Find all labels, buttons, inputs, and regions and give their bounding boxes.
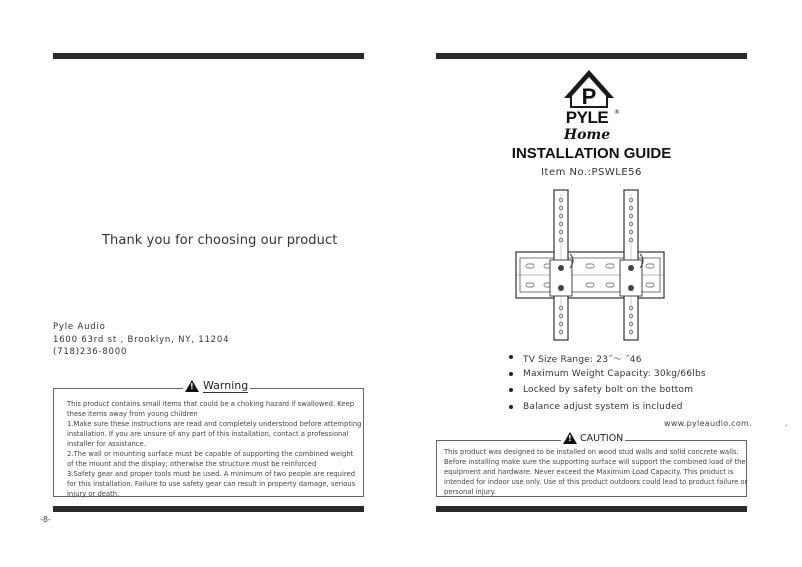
page-number: -8- [40,515,51,524]
bullet-icon [509,372,513,376]
wall-mount-illustration [510,188,670,348]
caution-box [436,440,747,497]
logo-brand: PYLE [565,108,609,127]
bullet-icon [509,355,513,359]
feature-list [509,352,706,418]
warning-paragraph: This product contains small items that could be a choking hazard if swallowed. Keep these items away from young children [67,400,355,418]
warning-title: Warning [203,379,249,392]
right-top-bar [436,53,747,59]
company-phone: (718)236-8000 [53,347,128,357]
list-item: Locked by safety bolt on the bottom [509,385,706,402]
list-item: TV Size Range: 23˝～ ˝46 [509,352,706,369]
bullet-icon [509,388,513,392]
right-bottom-bar [436,506,747,512]
pyle-home-logo [556,66,622,144]
warning-paragraph: 1.Make sure these instructions are read and completely understood before attempting installation. If you are unsure of any part of this installation, contact a professional installer for assistance. [67,420,362,448]
installation-guide-title: INSTALLATION GUIDE [511,145,672,162]
warning-triangle-icon: ! [185,380,199,392]
website-link[interactable]: www.pyleaudio.com. [664,419,752,428]
list-item: Maximum Weight Capacity: 30kg/66lbs [509,369,706,386]
list-item: Balance adjust system is included [509,402,706,419]
warning-triangle-icon: ! [563,432,577,444]
warning-box [53,388,364,497]
warning-heading [183,379,250,393]
company-name: Pyle Audio [53,322,106,332]
caution-heading [561,432,625,444]
stray-mark: . [785,419,788,428]
warning-text [67,399,362,499]
left-bottom-bar [53,506,364,512]
left-top-bar [53,53,364,59]
caution-title: CAUTION [580,432,624,444]
warning-paragraph: 2.The wall or mounting surface must be capable of supporting the combined weight of the mount and the display; otherwise the structure must be reinforced [67,450,354,468]
thank-you-message: Thank you for choosing our product [102,233,338,248]
caution-text: This product was designed to be installed on wood stud walls and solid concrete walls. Before installing make sure the supporting surface will support the combined load of the equipment and hardware. Never exceed the Maximum Load Capacity. This product is intended for indoor use only. Use of this product outdoors could lead to product failure or personal injury. [444,448,748,496]
logo-registered: ® [614,109,620,116]
warning-paragraph: 3.Safety gear and proper tools must be used. A minimum of two people are required for this installation. Failure to use safety gear can result in property damage, serious injury or death. [67,470,356,498]
bullet-icon [509,405,513,409]
item-number: Item No.:PSWLE56 [541,167,642,178]
company-address: 1600 63rd st , Brooklyn, NY, 11204 [53,335,230,345]
logo-sub: Home [563,127,611,143]
logo-letter: P [581,84,597,109]
